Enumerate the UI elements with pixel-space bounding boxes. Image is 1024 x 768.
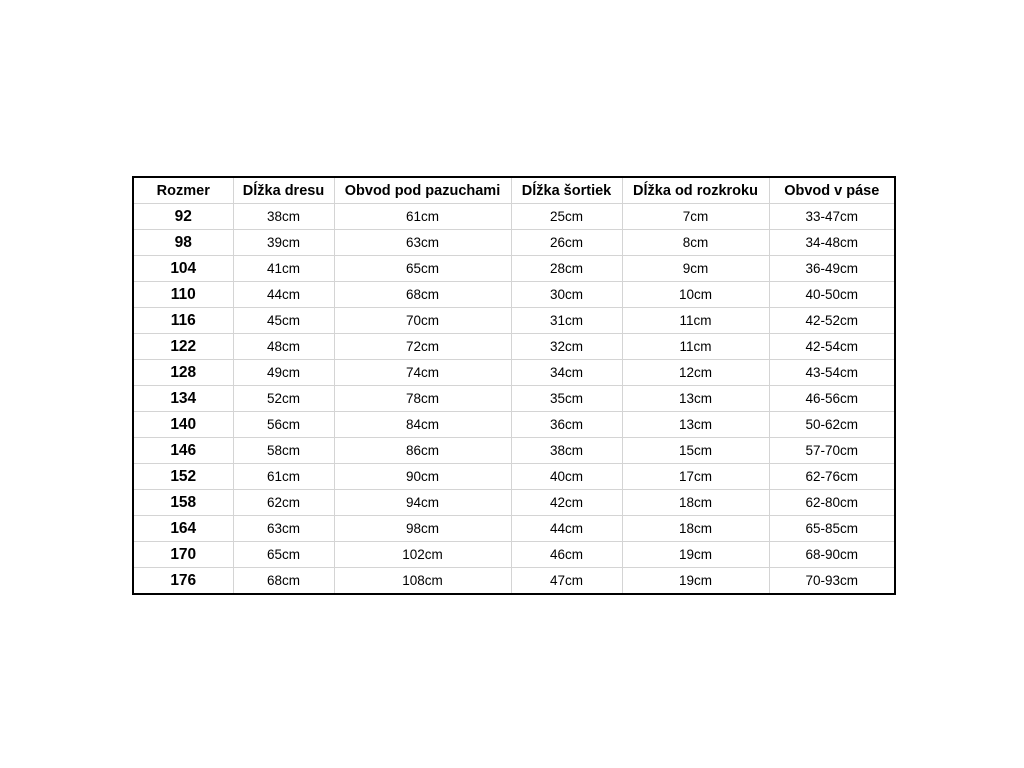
chest-cell: 94cm bbox=[334, 490, 511, 516]
inseam-cell: 19cm bbox=[622, 568, 769, 595]
waist-cell: 33-47cm bbox=[769, 204, 895, 230]
inseam-cell: 18cm bbox=[622, 490, 769, 516]
table-row bbox=[133, 516, 895, 542]
table-row bbox=[133, 282, 895, 308]
chest-cell: 68cm bbox=[334, 282, 511, 308]
jersey-length-cell: 61cm bbox=[233, 464, 334, 490]
chest-cell: 70cm bbox=[334, 308, 511, 334]
shorts-length-cell: 42cm bbox=[511, 490, 622, 516]
jersey-length-cell: 65cm bbox=[233, 542, 334, 568]
jersey-length-cell: 48cm bbox=[233, 334, 334, 360]
table-row bbox=[133, 490, 895, 516]
shorts-length-cell: 40cm bbox=[511, 464, 622, 490]
chest-cell: 63cm bbox=[334, 230, 511, 256]
size-cell: 164 bbox=[133, 516, 233, 542]
table-row bbox=[133, 412, 895, 438]
inseam-cell: 12cm bbox=[622, 360, 769, 386]
chest-cell: 86cm bbox=[334, 438, 511, 464]
inseam-cell: 7cm bbox=[622, 204, 769, 230]
table-body bbox=[133, 204, 895, 595]
size-chart-table bbox=[132, 176, 896, 595]
size-cell: 170 bbox=[133, 542, 233, 568]
jersey-length-cell: 52cm bbox=[233, 386, 334, 412]
inseam-cell: 13cm bbox=[622, 412, 769, 438]
header-shorts-length: Dĺžka šortiek bbox=[511, 177, 622, 204]
jersey-length-cell: 49cm bbox=[233, 360, 334, 386]
jersey-length-cell: 68cm bbox=[233, 568, 334, 595]
size-cell: 140 bbox=[133, 412, 233, 438]
table-row bbox=[133, 568, 895, 595]
table-header bbox=[133, 177, 895, 204]
waist-cell: 36-49cm bbox=[769, 256, 895, 282]
size-cell: 110 bbox=[133, 282, 233, 308]
waist-cell: 42-54cm bbox=[769, 334, 895, 360]
size-cell: 158 bbox=[133, 490, 233, 516]
shorts-length-cell: 38cm bbox=[511, 438, 622, 464]
chest-cell: 74cm bbox=[334, 360, 511, 386]
waist-cell: 70-93cm bbox=[769, 568, 895, 595]
shorts-length-cell: 46cm bbox=[511, 542, 622, 568]
size-cell: 146 bbox=[133, 438, 233, 464]
inseam-cell: 13cm bbox=[622, 386, 769, 412]
shorts-length-cell: 36cm bbox=[511, 412, 622, 438]
jersey-length-cell: 45cm bbox=[233, 308, 334, 334]
chest-cell: 72cm bbox=[334, 334, 511, 360]
chest-cell: 98cm bbox=[334, 516, 511, 542]
waist-cell: 57-70cm bbox=[769, 438, 895, 464]
shorts-length-cell: 47cm bbox=[511, 568, 622, 595]
header-waist-circumference: Obvod v páse bbox=[769, 177, 895, 204]
shorts-length-cell: 32cm bbox=[511, 334, 622, 360]
chest-cell: 61cm bbox=[334, 204, 511, 230]
inseam-cell: 8cm bbox=[622, 230, 769, 256]
inseam-cell: 11cm bbox=[622, 334, 769, 360]
header-size: Rozmer bbox=[133, 177, 233, 204]
shorts-length-cell: 35cm bbox=[511, 386, 622, 412]
table-row bbox=[133, 334, 895, 360]
inseam-cell: 15cm bbox=[622, 438, 769, 464]
waist-cell: 34-48cm bbox=[769, 230, 895, 256]
jersey-length-cell: 39cm bbox=[233, 230, 334, 256]
table-row bbox=[133, 386, 895, 412]
shorts-length-cell: 31cm bbox=[511, 308, 622, 334]
table-row bbox=[133, 308, 895, 334]
chest-cell: 102cm bbox=[334, 542, 511, 568]
table-row bbox=[133, 438, 895, 464]
waist-cell: 65-85cm bbox=[769, 516, 895, 542]
shorts-length-cell: 44cm bbox=[511, 516, 622, 542]
waist-cell: 62-80cm bbox=[769, 490, 895, 516]
size-cell: 152 bbox=[133, 464, 233, 490]
jersey-length-cell: 56cm bbox=[233, 412, 334, 438]
chest-cell: 108cm bbox=[334, 568, 511, 595]
size-cell: 104 bbox=[133, 256, 233, 282]
size-cell: 176 bbox=[133, 568, 233, 595]
header-chest-circumference: Obvod pod pazuchami bbox=[334, 177, 511, 204]
shorts-length-cell: 25cm bbox=[511, 204, 622, 230]
size-cell: 122 bbox=[133, 334, 233, 360]
table-row bbox=[133, 230, 895, 256]
table-row bbox=[133, 542, 895, 568]
table-row bbox=[133, 256, 895, 282]
size-cell: 134 bbox=[133, 386, 233, 412]
waist-cell: 62-76cm bbox=[769, 464, 895, 490]
waist-cell: 43-54cm bbox=[769, 360, 895, 386]
waist-cell: 42-52cm bbox=[769, 308, 895, 334]
table-row bbox=[133, 360, 895, 386]
shorts-length-cell: 34cm bbox=[511, 360, 622, 386]
inseam-cell: 9cm bbox=[622, 256, 769, 282]
jersey-length-cell: 58cm bbox=[233, 438, 334, 464]
size-cell: 116 bbox=[133, 308, 233, 334]
size-cell: 92 bbox=[133, 204, 233, 230]
shorts-length-cell: 30cm bbox=[511, 282, 622, 308]
shorts-length-cell: 26cm bbox=[511, 230, 622, 256]
jersey-length-cell: 44cm bbox=[233, 282, 334, 308]
jersey-length-cell: 38cm bbox=[233, 204, 334, 230]
chest-cell: 90cm bbox=[334, 464, 511, 490]
waist-cell: 46-56cm bbox=[769, 386, 895, 412]
waist-cell: 50-62cm bbox=[769, 412, 895, 438]
inseam-cell: 11cm bbox=[622, 308, 769, 334]
chest-cell: 65cm bbox=[334, 256, 511, 282]
jersey-length-cell: 63cm bbox=[233, 516, 334, 542]
header-inseam-length: Dĺžka od rozkroku bbox=[622, 177, 769, 204]
shorts-length-cell: 28cm bbox=[511, 256, 622, 282]
inseam-cell: 10cm bbox=[622, 282, 769, 308]
chest-cell: 78cm bbox=[334, 386, 511, 412]
header-row bbox=[133, 177, 895, 204]
table-row bbox=[133, 204, 895, 230]
inseam-cell: 19cm bbox=[622, 542, 769, 568]
size-cell: 128 bbox=[133, 360, 233, 386]
waist-cell: 68-90cm bbox=[769, 542, 895, 568]
inseam-cell: 17cm bbox=[622, 464, 769, 490]
jersey-length-cell: 41cm bbox=[233, 256, 334, 282]
table-row bbox=[133, 464, 895, 490]
waist-cell: 40-50cm bbox=[769, 282, 895, 308]
chest-cell: 84cm bbox=[334, 412, 511, 438]
size-cell: 98 bbox=[133, 230, 233, 256]
inseam-cell: 18cm bbox=[622, 516, 769, 542]
jersey-length-cell: 62cm bbox=[233, 490, 334, 516]
header-jersey-length: Dĺžka dresu bbox=[233, 177, 334, 204]
